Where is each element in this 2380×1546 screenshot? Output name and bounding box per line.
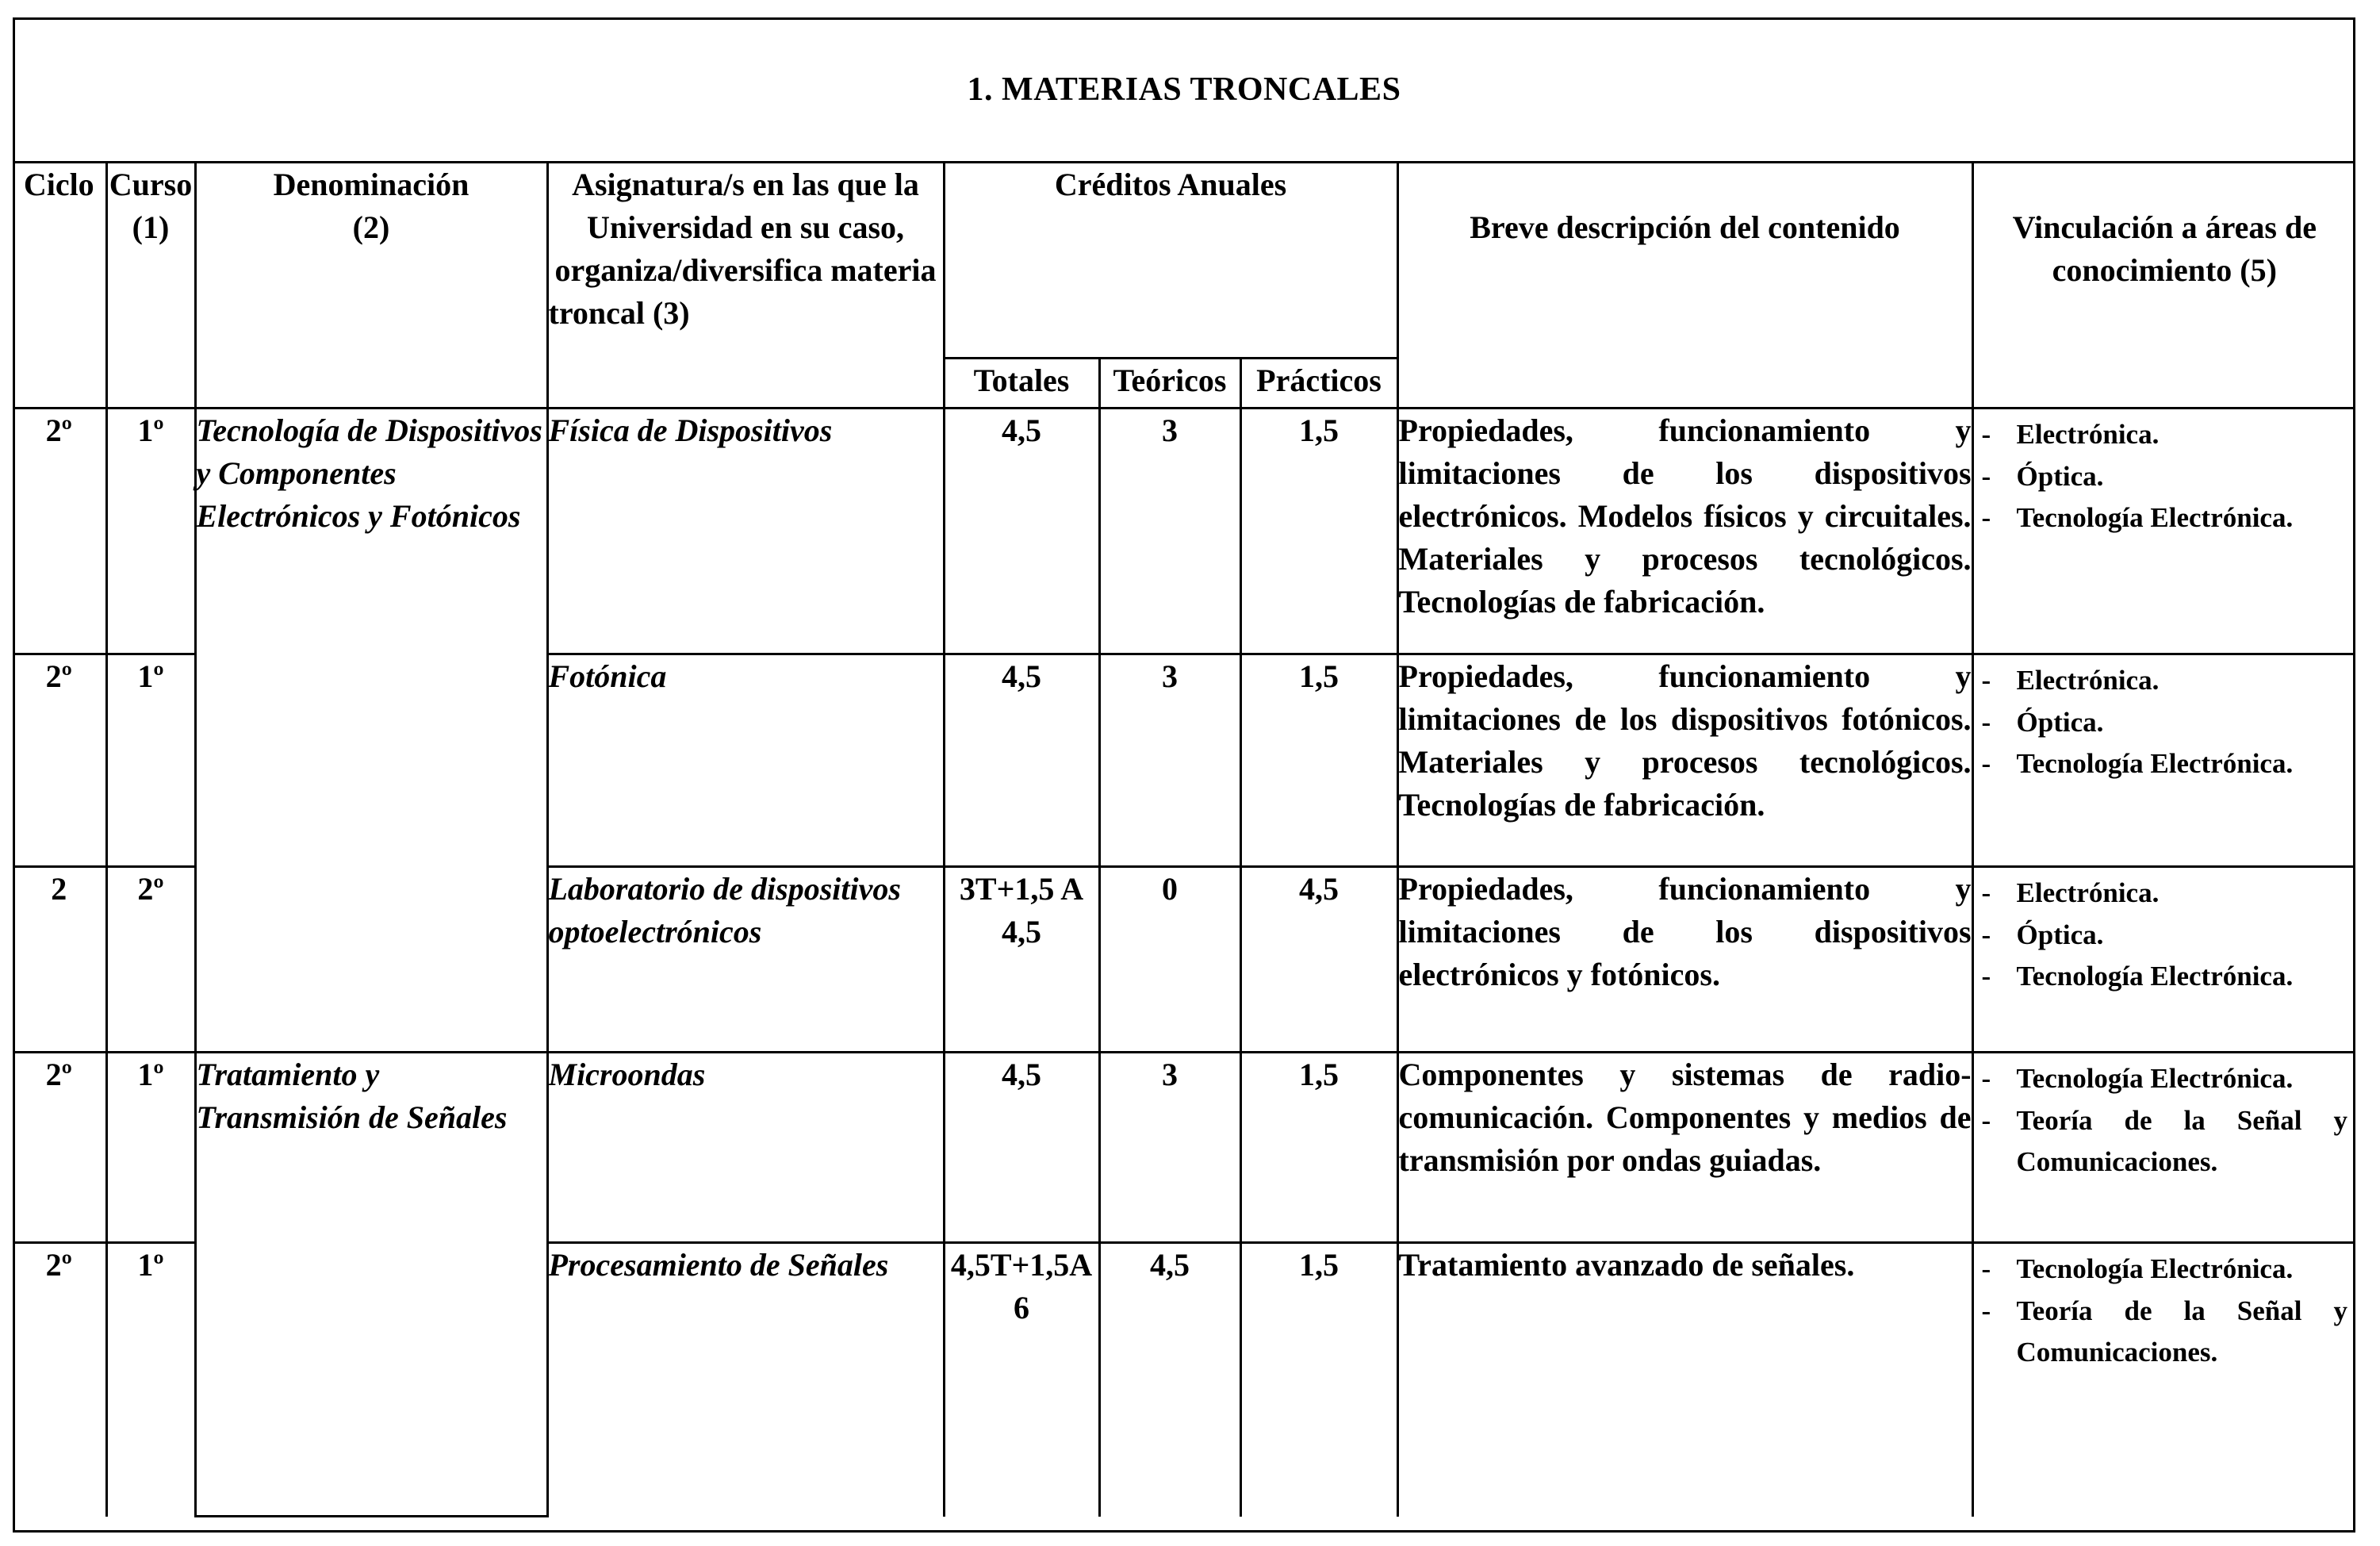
header-asignaturas: Asignatura/s en las que la Universidad en su caso, organiza/diversifica materia troncal (3) bbox=[547, 163, 944, 409]
header-practicos: Prácticos bbox=[1240, 359, 1397, 409]
cell-asignatura: Física de Dispositivos bbox=[547, 409, 944, 654]
list-item: - Óptica. bbox=[1981, 460, 2104, 492]
header-row bbox=[13, 163, 2355, 359]
header-curso: Curso (1) bbox=[106, 163, 195, 409]
cell-ciclo: 2º bbox=[13, 654, 106, 867]
materias-table bbox=[13, 163, 2355, 1517]
list-item: - Óptica. bbox=[1981, 706, 2104, 738]
cell-totales: 4,5 bbox=[944, 654, 1099, 867]
table-row bbox=[13, 409, 2355, 654]
areas-list bbox=[1974, 1244, 2356, 1374]
cell-teoricos: 3 bbox=[1099, 409, 1240, 654]
page-title: 1. MATERIAS TRONCALES bbox=[967, 71, 1401, 108]
cell-ciclo: 2 bbox=[13, 867, 106, 1053]
cell-areas bbox=[1972, 654, 2355, 867]
areas-list bbox=[1974, 409, 2356, 539]
cell-practicos: 1,5 bbox=[1240, 1243, 1397, 1517]
list-item: - Electrónica. bbox=[1981, 665, 2160, 696]
cell-practicos: 1,5 bbox=[1240, 654, 1397, 867]
list-item: - Tecnología Electrónica. bbox=[1981, 502, 2294, 533]
cell-asignatura: Fotónica bbox=[547, 654, 944, 867]
list-item: - Óptica. bbox=[1981, 919, 2104, 950]
cell-descripcion: Componentes y sistemas de radio-comunicación. Componentes y medios de transmisión por ondas guiadas. bbox=[1397, 1053, 1972, 1243]
cell-areas bbox=[1972, 1053, 2355, 1243]
cell-areas bbox=[1972, 409, 2355, 654]
cell-totales: 4,5T+1,5A 6 bbox=[944, 1243, 1099, 1517]
table-row bbox=[13, 1053, 2355, 1243]
cell-asignatura: Laboratorio de dispositivos optoelectrónicos bbox=[547, 867, 944, 1053]
cell-curso: 1º bbox=[106, 654, 195, 867]
cell-totales: 4,5 bbox=[944, 1053, 1099, 1243]
cell-curso: 2º bbox=[106, 867, 195, 1053]
cell-denominacion: Tratamiento y Transmisión de Señales bbox=[195, 1053, 547, 1517]
cell-ciclo: 2º bbox=[13, 409, 106, 654]
header-ciclo: Ciclo bbox=[13, 163, 106, 409]
header-teoricos: Teóricos bbox=[1099, 359, 1240, 409]
cell-curso: 1º bbox=[106, 1243, 195, 1517]
cell-teoricos: 4,5 bbox=[1099, 1243, 1240, 1517]
list-item: - Teoría de la Señal y Comunicaciones. bbox=[1981, 1295, 2348, 1368]
cell-descripcion: Propiedades, funcionamiento y limitaciones de los dispositivos fotónicos. Materiales y procesos tecnológicos. Tecnologías de fabricación. bbox=[1397, 654, 1972, 867]
cell-practicos: 1,5 bbox=[1240, 409, 1397, 654]
cell-descripcion: Propiedades, funcionamiento y limitaciones de los dispositivos electrónicos y fotónicos. bbox=[1397, 867, 1972, 1053]
cell-totales: 4,5 bbox=[944, 409, 1099, 654]
cell-practicos: 1,5 bbox=[1240, 1053, 1397, 1243]
header-denominacion: Denominación (2) bbox=[195, 163, 547, 409]
areas-list bbox=[1974, 868, 2356, 998]
cell-curso: 1º bbox=[106, 409, 195, 654]
header-descripcion: Breve descripción del contenido bbox=[1397, 163, 1972, 409]
cell-descripcion: Propiedades, funcionamiento y limitaciones de los dispositivos electrónicos. Modelos físicos y circuitales. Materiales y procesos tecnológicos. Tecnologías de fabricación. bbox=[1397, 409, 1972, 654]
cell-areas bbox=[1972, 1243, 2355, 1517]
cell-denominacion: Tecnología de Dispositivos y Componentes Electrónicos y Fotónicos bbox=[195, 409, 547, 1053]
cell-teoricos: 3 bbox=[1099, 1053, 1240, 1243]
list-item: - Teoría de la Señal y Comunicaciones. bbox=[1981, 1104, 2348, 1177]
cell-areas bbox=[1972, 867, 2355, 1053]
header-vinculacion: Vinculación a áreas de conocimiento (5) bbox=[1972, 163, 2355, 409]
list-item: - Tecnología Electrónica. bbox=[1981, 748, 2294, 779]
cell-asignatura: Procesamiento de Señales bbox=[547, 1243, 944, 1517]
list-item: - Tecnología Electrónica. bbox=[1981, 961, 2294, 992]
cell-asignatura: Microondas bbox=[547, 1053, 944, 1243]
areas-list bbox=[1974, 655, 2356, 785]
areas-list bbox=[1974, 1053, 2356, 1183]
cell-teoricos: 0 bbox=[1099, 867, 1240, 1053]
title-band bbox=[13, 17, 2355, 163]
cell-curso: 1º bbox=[106, 1053, 195, 1243]
header-creditos: Créditos Anuales bbox=[944, 163, 1397, 359]
header-totales: Totales bbox=[944, 359, 1099, 409]
cell-descripcion: Tratamiento avanzado de señales. bbox=[1397, 1243, 1972, 1517]
list-item: - Tecnología Electrónica. bbox=[1981, 1063, 2294, 1094]
cell-practicos: 4,5 bbox=[1240, 867, 1397, 1053]
list-item: - Electrónica. bbox=[1981, 419, 2160, 450]
list-item: - Tecnología Electrónica. bbox=[1981, 1253, 2294, 1284]
cell-totales: 3T+1,5 A 4,5 bbox=[944, 867, 1099, 1053]
cell-ciclo: 2º bbox=[13, 1243, 106, 1517]
list-item: - Electrónica. bbox=[1981, 877, 2160, 908]
cell-teoricos: 3 bbox=[1099, 654, 1240, 867]
cell-ciclo: 2º bbox=[13, 1053, 106, 1243]
